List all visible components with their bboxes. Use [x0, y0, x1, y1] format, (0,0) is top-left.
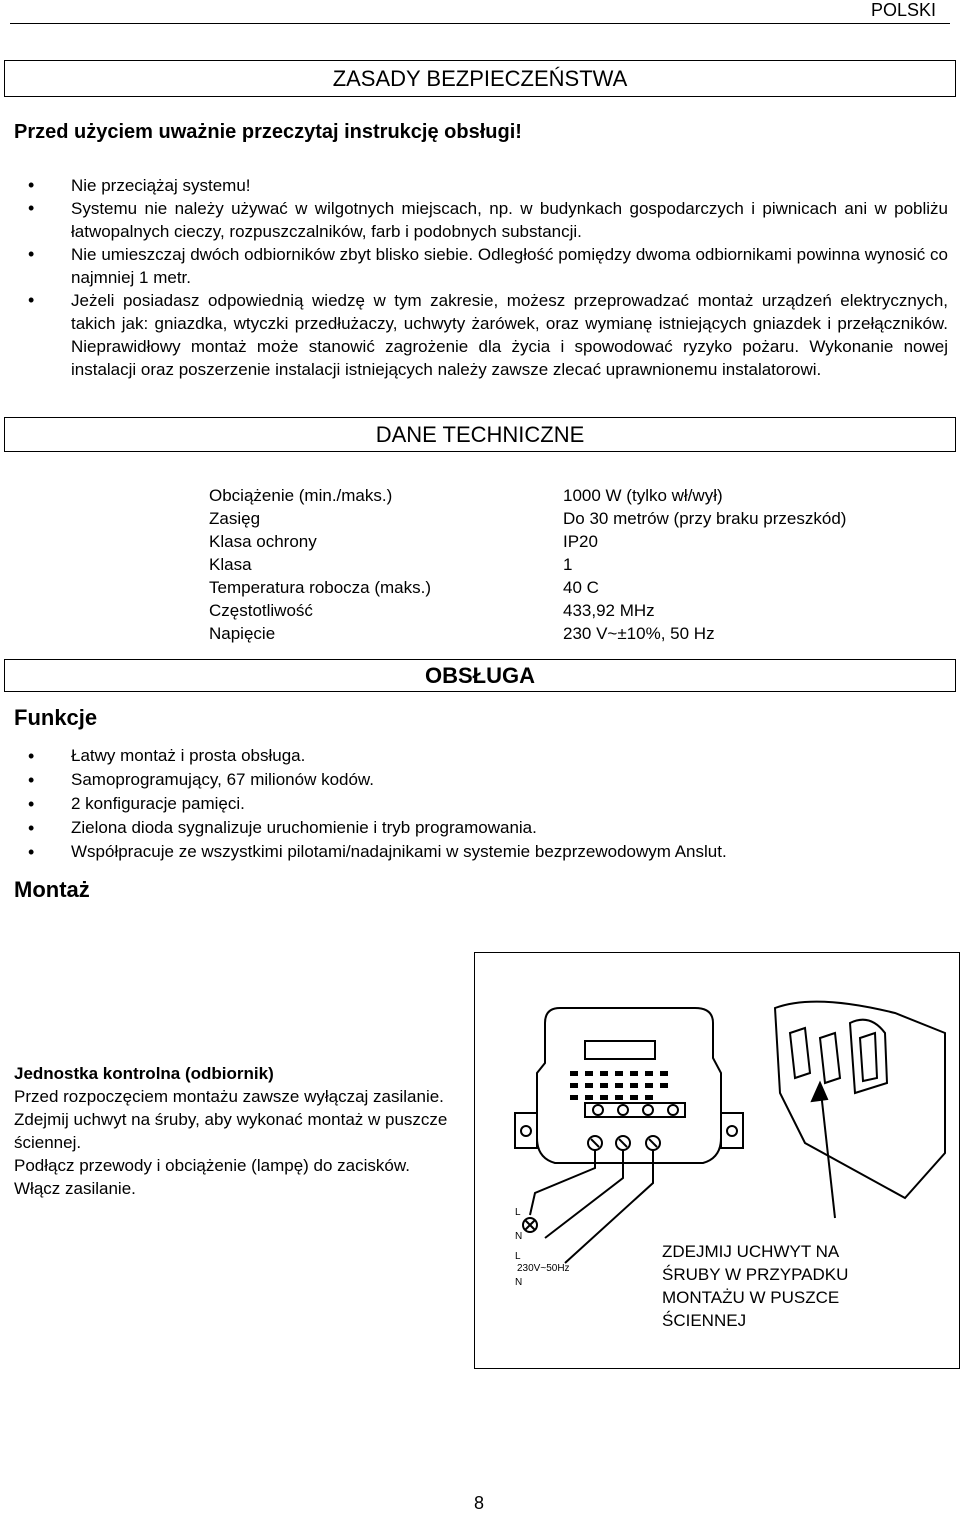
header-language: POLSKI [870, 0, 936, 20]
list-item: • 2 konfiguracje pamięci. [14, 792, 948, 816]
table-row [209, 486, 846, 509]
safety-list [14, 174, 948, 381]
unit-step: Zdejmij uchwyt na śruby, aby wykonać montaż w puszcze ściennej. [14, 1110, 448, 1152]
safety-item: • Nie umieszczaj dwóch odbiorników zbyt blisko siebie. Odległość pomiędzy dwoma odbiornikami powinna wynosić co najmniej 1 metr. [14, 243, 948, 289]
functions-list [14, 744, 948, 864]
spec-label: Napięcie [209, 624, 276, 643]
list-item: • Zielona dioda sygnalizuje uruchomienie i tryb programowania. [14, 816, 948, 840]
spec-value: Do 30 metrów (przy braku przeszkód) [563, 509, 847, 528]
caption-line: ZDEJMIJ UCHWYT NA [662, 1242, 840, 1261]
list-item: • Samoprogramujący, 67 milionów kodów. [14, 768, 948, 792]
terminal-label: 230V~50Hz [517, 1263, 570, 1274]
safety-title: ZASADY BEZPIECZEŃSTWA [332, 66, 628, 91]
mounting-heading: Montaż [14, 877, 90, 902]
table-row [209, 624, 846, 647]
terminal-label: L [515, 1207, 521, 1218]
unit-step: Włącz zasilanie. [14, 1179, 136, 1198]
terminal-label: N [515, 1277, 523, 1288]
table-row [209, 532, 846, 555]
spec-label: Klasa ochrony [209, 532, 317, 551]
caption-line: MONTAŻU W PUSZCE [662, 1288, 840, 1307]
tech-title: DANE TECHNICZNE [375, 422, 585, 447]
spec-label: Temperatura robocza (maks.) [209, 578, 432, 597]
tech-title-box [4, 417, 956, 452]
table-row [209, 601, 846, 624]
table-row [209, 555, 846, 578]
list-item: • Współpracuje ze wszystkimi pilotami/nadajnikami w systemie bezprzewodowym Anslut. [14, 840, 948, 864]
functions-heading: Funkcje [14, 705, 98, 730]
page-number: 8 [474, 1493, 485, 1513]
table-row [209, 578, 846, 601]
unit-step: Przed rozpoczęciem montażu zawsze wyłączaj zasilanie. [14, 1087, 444, 1106]
header-rule [10, 23, 950, 24]
unit-instructions [14, 1062, 454, 1200]
spec-label: Obciążenie (min./maks.) [209, 486, 393, 505]
unit-step: Podłącz przewody i obciążenie (lampę) do zacisków. [14, 1156, 410, 1175]
spec-value: 1000 W (tylko wł/wył) [563, 486, 723, 505]
spec-value: 40 C [563, 578, 599, 597]
terminal-label: L [515, 1251, 521, 1262]
caption-line: ŚCIENNEJ [662, 1311, 747, 1330]
operation-title-box [4, 659, 956, 692]
table-row [209, 509, 846, 532]
unit-heading: Jednostka kontrolna (odbiornik) [14, 1064, 274, 1083]
spec-value: IP20 [563, 532, 598, 551]
spec-value: 230 V~±10%, 50 Hz [563, 624, 715, 643]
spec-label: Częstotliwość [209, 601, 313, 620]
safety-item: • Systemu nie należy używać w wilgotnych miejscach, np. w budynkach gospodarczych i piwnicach ani w pobliżu łatwopalnych cieczy, rozpuszczalników, farb i podobnych substancji. [14, 197, 948, 243]
tech-spec-table [209, 486, 846, 647]
operation-title: OBSŁUGA [425, 663, 535, 688]
caption-line: ŚRUBY W PRZYPADKU [662, 1265, 849, 1284]
spec-label: Klasa [209, 555, 252, 574]
spec-value: 1 [563, 555, 573, 574]
safety-subtitle: Przed użyciem uważnie przeczytaj instrukcję obsługi! [14, 121, 522, 143]
list-item: • Łatwy montaż i prosta obsługa. [14, 744, 948, 768]
safety-title-box [4, 60, 956, 97]
safety-item: • Nie przeciążaj systemu! [14, 174, 948, 197]
safety-item: • Jeżeli posiadasz odpowiednią wiedzę w tym zakresie, możesz przeprowadzać montaż urządzeń elektrycznych, takich jak: gniazdka, wtyczki przedłużaczy, uchwyty żarówek, oraz wymianę istniejących gniazdek i przełączników. Nieprawidłowy montaż może stanowić zagrożenie dla życia i spowodować ryzyko pożaru. Wykonanie nowej instalacji oraz poszerzenie instalacji istniejących należy zawsze zlecać uprawnionemu instalatorowi. [14, 289, 948, 381]
terminal-label: N [515, 1231, 523, 1242]
spec-value: 433,92 MHz [563, 601, 655, 620]
spec-label: Zasięg [209, 509, 261, 528]
figure-caption [662, 1240, 902, 1332]
